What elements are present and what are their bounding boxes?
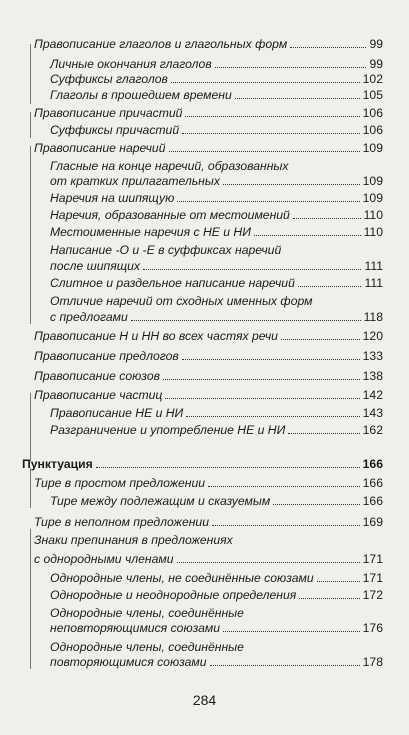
toc-entry[interactable]: Наречия, образованные от местоимений 110 xyxy=(50,208,383,222)
bracket-line xyxy=(30,146,31,324)
toc-entry[interactable]: Однородные члены, не соединённые союзами 171 xyxy=(50,571,383,585)
toc-entry[interactable]: Суффиксы глаголов 102 xyxy=(50,72,383,86)
toc-entry[interactable]: Правописание Н и НН во всех частях речи 120 xyxy=(34,329,383,343)
toc-entry[interactable]: Глаголы в прошедшем времени 105 xyxy=(50,88,383,102)
toc-entry[interactable]: Правописание предлогов 133 xyxy=(34,349,383,363)
toc-entry[interactable]: Слитное и раздельное написание наречий 111 xyxy=(50,276,383,290)
bracket-line xyxy=(30,393,31,461)
toc-entry[interactable]: с предлогами 118 xyxy=(50,310,383,324)
toc-entry[interactable]: Правописание наречий 109 xyxy=(34,141,383,155)
toc-section-heading[interactable]: Пунктуация 166 xyxy=(22,457,383,471)
toc-entry[interactable]: Местоименные наречия с НЕ и НИ 110 xyxy=(50,225,383,239)
toc-entry[interactable]: Наречия на шипящую 109 xyxy=(50,191,383,205)
toc-entry[interactable]: Однородные и неоднородные определения 172 xyxy=(50,588,383,602)
toc-entry[interactable]: Написание -О и -Е в суффиксах наречий xyxy=(50,243,282,257)
toc-entry[interactable]: Правописание союзов 138 xyxy=(34,369,383,383)
toc-entry[interactable]: Личные окончания глаголов 99 xyxy=(50,57,383,71)
toc-entry[interactable]: неповторяющимися союзами 176 xyxy=(50,621,383,635)
page-number: 284 xyxy=(192,692,217,708)
toc-entry[interactable]: Знаки препинания в предложениях xyxy=(34,533,233,547)
toc-entry[interactable]: от кратких прилагательных 109 xyxy=(50,174,383,188)
toc-entry[interactable]: Правописание НЕ и НИ 143 xyxy=(50,406,383,420)
bracket-line xyxy=(30,468,31,508)
toc-entry[interactable]: Правописание частиц 142 xyxy=(34,388,383,402)
toc-entry[interactable]: Суффиксы причастий 106 xyxy=(50,123,383,137)
toc-entry[interactable]: Гласные на конце наречий, образованных xyxy=(50,159,289,173)
toc-entry[interactable]: Правописание причастий 106 xyxy=(34,106,383,120)
toc-entry[interactable]: Однородные члены, соединённые xyxy=(50,640,244,654)
toc-entry[interactable]: после шипящих 111 xyxy=(50,259,383,273)
toc-entry[interactable]: Однородные члены, соединённые xyxy=(50,606,244,620)
toc-entry[interactable]: Тире в неполном предложении 169 xyxy=(34,515,383,529)
toc-entry[interactable]: Разграничение и употребление НЕ и НИ 162 xyxy=(50,423,383,437)
bracket-line xyxy=(30,529,31,669)
toc-entry[interactable]: Правописание глаголов и глагольных форм 99 xyxy=(34,37,383,51)
toc-entry[interactable]: Тире между подлежащим и сказуемым 166 xyxy=(50,494,383,508)
bracket-line xyxy=(30,44,31,104)
toc-entry[interactable]: Тире в простом предложении 166 xyxy=(34,476,383,490)
bracket-line xyxy=(30,112,31,138)
toc-entry[interactable]: Отличие наречий от сходных именных форм xyxy=(50,294,313,308)
toc-entry[interactable]: повторяющимися союзами 178 xyxy=(50,655,383,669)
toc-entry[interactable]: с однородными членами 171 xyxy=(34,552,383,566)
